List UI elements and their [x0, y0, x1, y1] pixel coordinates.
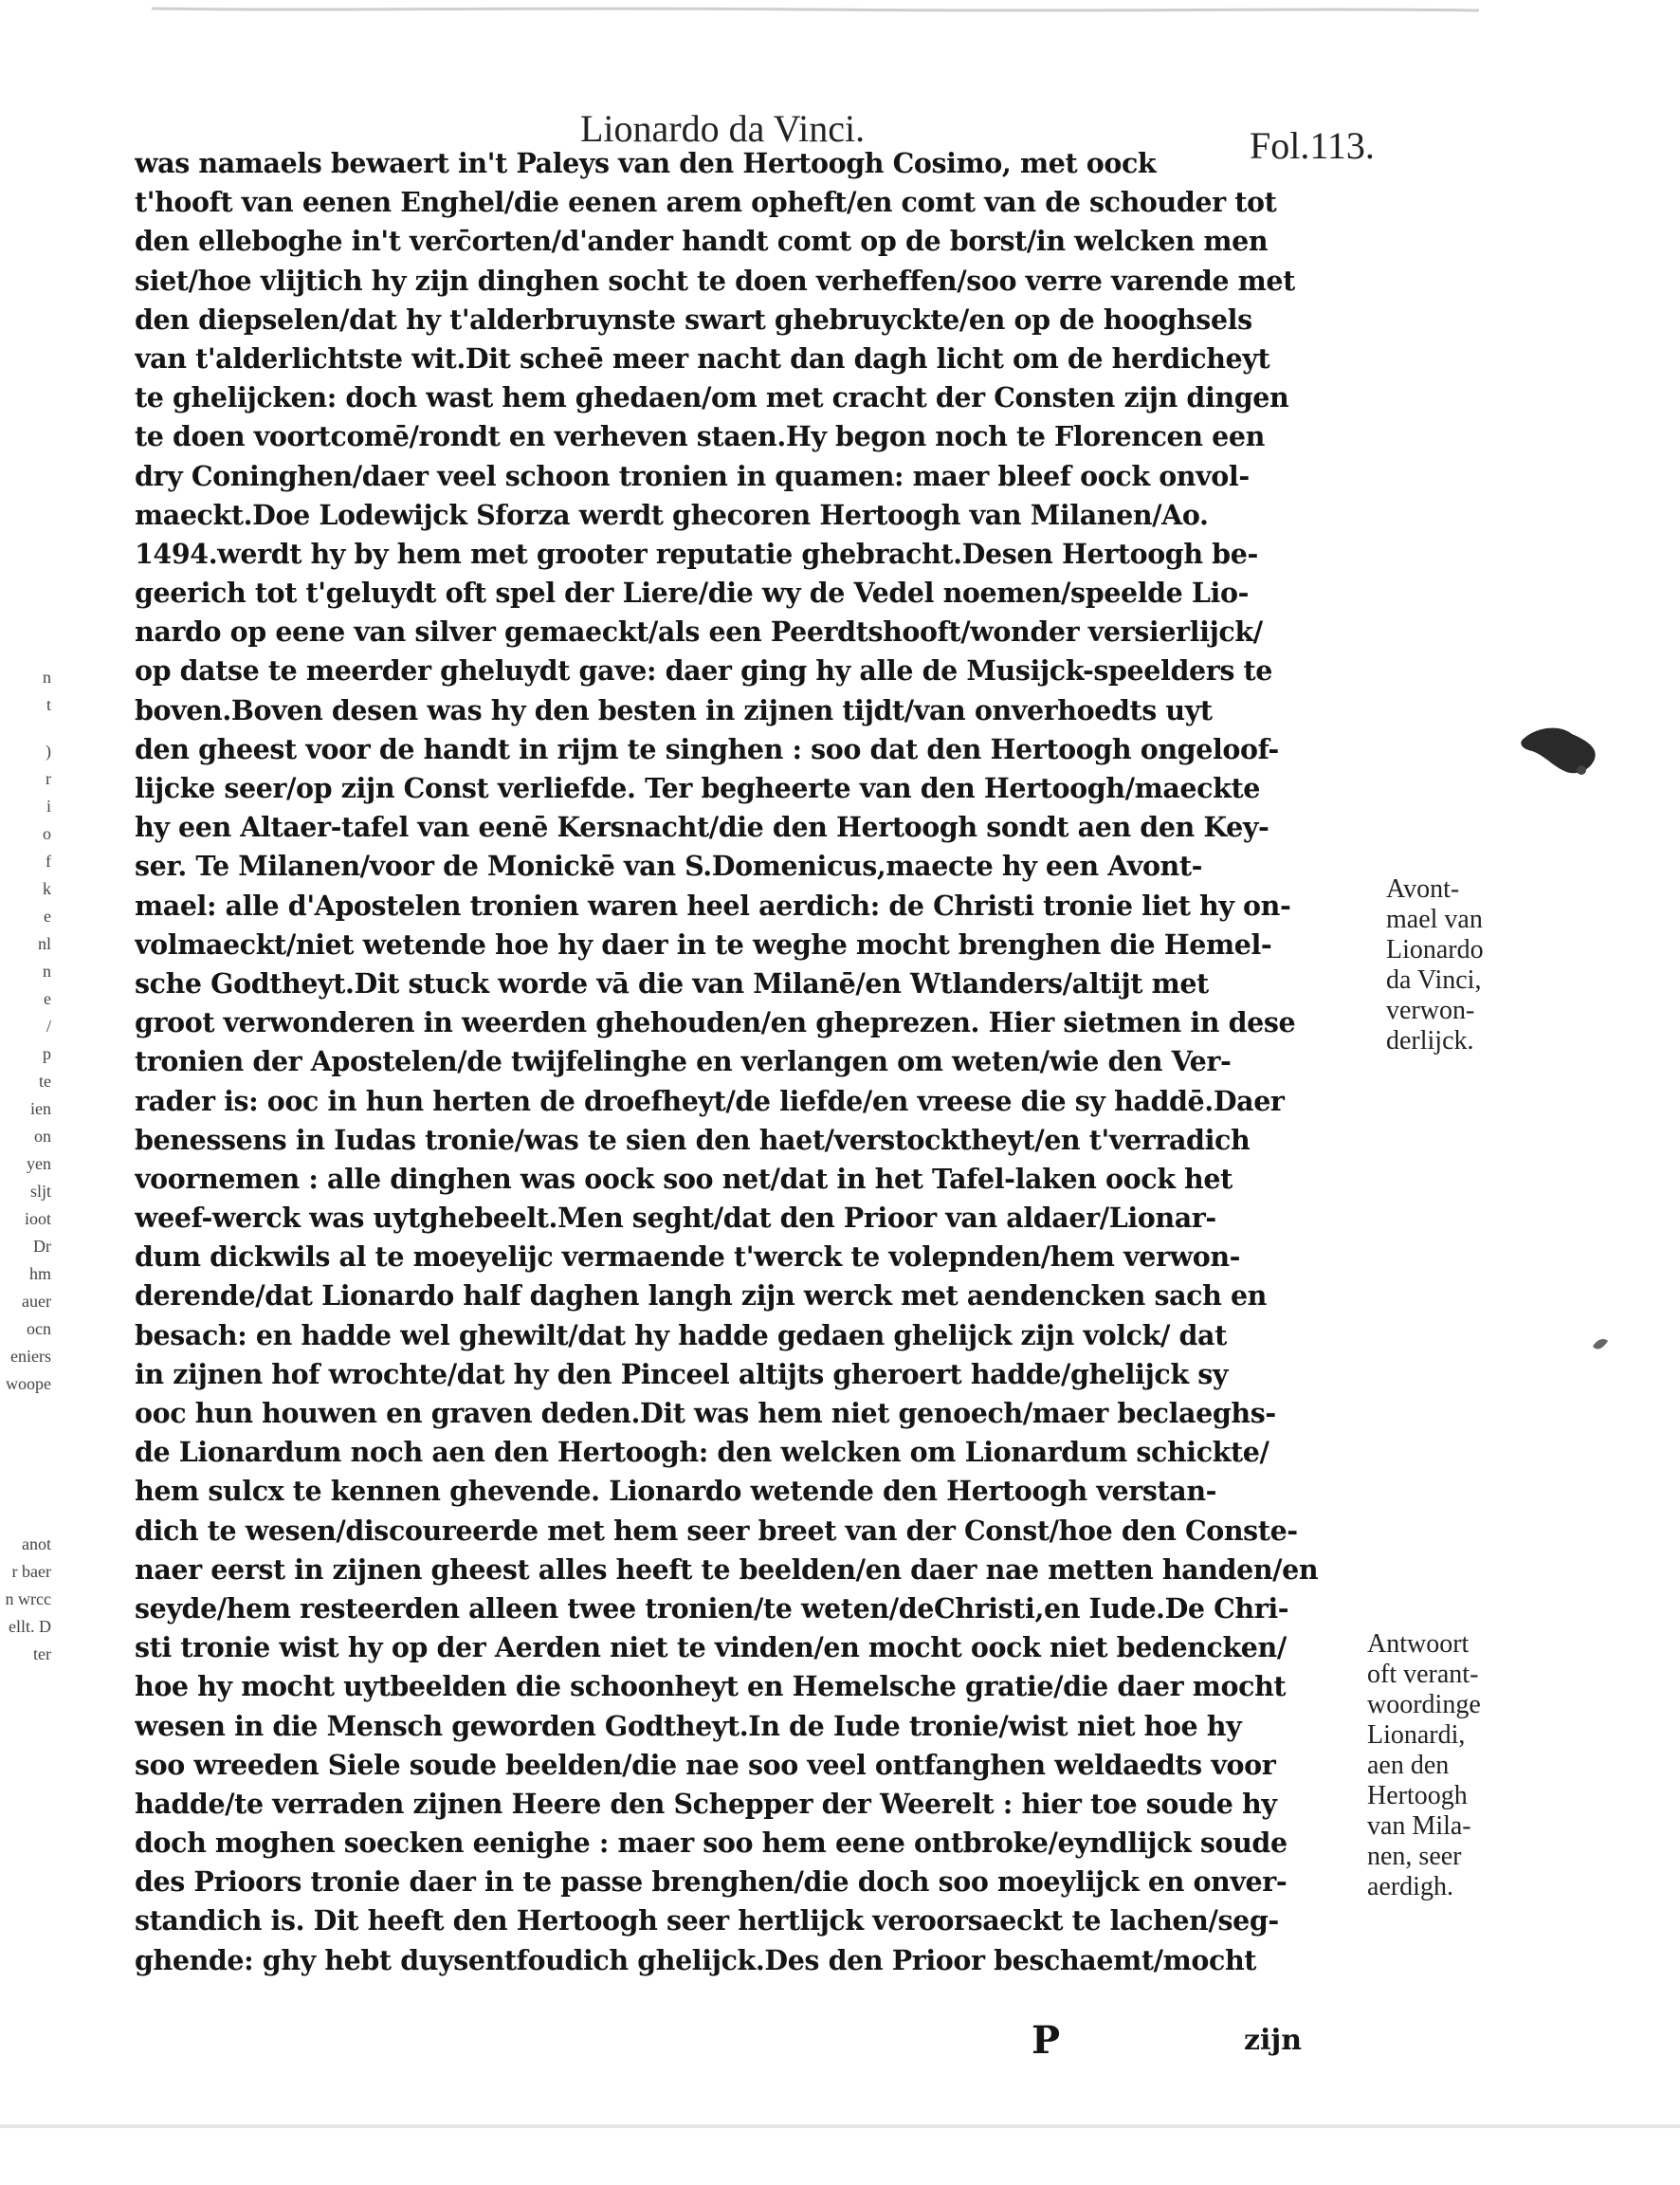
fragment-line: ter: [33, 1644, 51, 1663]
page-bottom-edge: [0, 2124, 1680, 2128]
fragment-line: woope: [6, 1374, 51, 1393]
text-line: den diepselen/dat hy t'alderbruynste swart ghebruyckte/en op de hooghsels: [135, 303, 1252, 336]
text-line: weef-werck was uytghebeelt.Men seght/dat den Prioor van aldaer/Lionar-: [135, 1202, 1216, 1235]
text-line: dich te wesen/discoureerde met hem seer breet van der Const/hoe den Conste-: [135, 1514, 1298, 1547]
text-line: te ghelijcken: doch wast hem ghedaen/om met cracht der Consten zijn dingen: [135, 381, 1289, 414]
fragment-line: r: [46, 769, 51, 788]
top-edge-ink: [152, 6, 1479, 15]
margin-note-line: aen den: [1367, 1751, 1450, 1780]
text-line: ser. Te Milanen/voor de Monickē van S.Domenicus,maecte hy een Avont-: [135, 850, 1203, 883]
fragment-line: eniers: [10, 1347, 51, 1366]
text-line: hy een Altaer-tafel van eenē Kersnacht/die den Hertoogh sondt aen den Key-: [135, 811, 1269, 844]
fragment-line: ocn: [27, 1319, 51, 1338]
text-line: de Lionardum noch aen den Hertoogh: den welcken om Lionardum schickte/: [135, 1436, 1269, 1469]
text-line: rader is: ooc in hun herten de droefheyt/de liefde/en vreese die sy haddē.Daer: [135, 1084, 1285, 1117]
margin-note-line: Avont-: [1386, 874, 1460, 904]
text-line: ooc hun houwen en graven deden.Dit was hem niet genoech/maer beclaeghs-: [135, 1397, 1276, 1429]
text-line: geerich tot t'geluydt oft spel der Liere/die wy de Vedel noemen/speelde Lio-: [135, 577, 1250, 610]
fragment-line: n: [43, 668, 51, 687]
fragment-line: te: [39, 1072, 51, 1091]
text-line: op datse te meerder gheluydt gave: daer ging hy alle de Musijck-speelders te: [135, 654, 1272, 688]
margin-note-avontmael: [1386, 874, 1484, 1056]
text-line: doch moghen soecken eenighe : maer soo hem eene ontbroke/eyndlijck soude: [135, 1827, 1287, 1860]
text-line: mael: alle d'Apostelen tronien waren heel aerdich: de Christi tronie liet hy on-: [135, 889, 1291, 922]
text-line: standich is. Dit heeft den Hertoogh seer hertlijck veroorsaeckt te lachen/seg-: [135, 1904, 1279, 1937]
fragment-line: n: [43, 962, 51, 981]
fragment-line: i: [46, 797, 51, 816]
fragment-line: o: [43, 824, 51, 843]
fragment-line: nl: [37, 934, 51, 953]
fragment-line: ): [46, 742, 51, 761]
fragment-line: anot: [22, 1534, 51, 1553]
catchword: zijn: [1244, 2024, 1303, 2057]
fragment-line: [0, 1455, 61, 1474]
text-line: hadde/te verraden zijnen Heere den Schepper der Weerelt : hier toe soude hy: [135, 1787, 1277, 1820]
fragment-line: /: [46, 1017, 51, 1036]
ink-blot: [1515, 721, 1600, 781]
margin-note-line: woordinge: [1367, 1690, 1481, 1719]
text-line: ghende: ghy hebt duysentfoudich ghelijck.Des den Prioor beschaemt/mocht: [135, 1943, 1257, 1976]
text-line: groot verwonderen in weerden ghehouden/en gheprezen. Hier sietmen in dese: [135, 1006, 1296, 1039]
margin-note-line: mael van: [1386, 905, 1483, 934]
text-line: hoe hy mocht uytbeelden die schoonheyt en Hemelsche gratie/die daer mocht: [135, 1670, 1287, 1703]
margin-note-line: derlijck.: [1386, 1026, 1474, 1056]
fragment-line: r baer: [11, 1562, 51, 1581]
text-line: dry Coninghen/daer veel schoon tronien in quamen: maer bleef oock onvol-: [135, 459, 1250, 492]
text-line: naer eerst in zijnen gheest alles heeft te beelden/en daer nae metten handen/en: [135, 1552, 1319, 1586]
fragment-line: [0, 1398, 61, 1417]
fragment-line: f: [46, 852, 51, 871]
fragment-line: [0, 1436, 61, 1455]
signature-mark: P: [1032, 2018, 1061, 2063]
text-line: tronien der Apostelen/de twijfelinghe en verlangen om weten/wie den Ver-: [135, 1045, 1232, 1078]
text-line: sche Godtheyt.Dit stuck worde vā die van Milanē/en Wtlanders/altijt met: [135, 966, 1209, 1000]
text-line: van t'alderlichtste wit.Dit scheē meer nacht dan dagh licht om de herdicheyt: [135, 341, 1270, 375]
margin-note-line: nen, seer: [1367, 1842, 1462, 1871]
margin-note-line: van Mila-: [1367, 1811, 1471, 1841]
body-text: [135, 144, 1367, 1980]
fragment-line: ien: [30, 1099, 51, 1118]
facing-page-fragments: [0, 664, 61, 2086]
text-line: lijcke seer/op zijn Const verliefde. Ter begheerte van den Hertoogh/maeckte: [135, 772, 1260, 804]
fragment-line: e: [44, 989, 51, 1008]
margin-note-line: oft verant-: [1367, 1660, 1479, 1689]
fragment-line: [0, 1493, 61, 1512]
fragment-line: [0, 719, 61, 738]
text-line: soo wreeden Siele soude beelden/die nae soo veel ontfanghen weldaedts voor: [135, 1748, 1276, 1781]
text-line: dum dickwils al te moeyelijc vermaende t'werck te volepnden/hem verwon-: [135, 1240, 1241, 1274]
text-line: 1494.werdt hy by hem met grooter reputatie ghebracht.Desen Hertoogh be-: [135, 537, 1258, 570]
fragment-line: e: [44, 907, 51, 926]
text-line: nardo op eene van silver gemaeckt/als een Peerdtshooft/wonder versierlijck/: [135, 615, 1263, 649]
margin-note-line: Antwoort: [1367, 1629, 1470, 1659]
text-line: besach: en hadde wel ghewilt/dat hy hadde gedaen ghelijck zijn volck/ dat: [135, 1318, 1227, 1351]
fragment-line: hm: [28, 1264, 51, 1283]
text-line: boven.Boven desen was hy den besten in zijnen tijdt/van onverhoedts uyt: [135, 693, 1213, 726]
fragment-line: on: [34, 1127, 51, 1146]
text-line: derende/dat Lionardo half daghen langh zijn werck met aendencken sach en: [135, 1279, 1268, 1313]
text-line: was namaels bewaert in't Paleys van den Hertoogh Cosimo, met oock: [135, 147, 1157, 179]
ink-speck: [1589, 1333, 1612, 1356]
folio-number: Fol.113.: [1250, 124, 1375, 167]
fragment-line: auer: [22, 1292, 51, 1311]
text-line: siet/hoe vlijtich hy zijn dinghen socht te doen verheffen/soo verre varende met: [135, 264, 1295, 297]
text-line: te doen voortcomē/rondt en verheven staen.Hy begon noch te Florencen een: [135, 420, 1265, 453]
margin-note-line: Lionardi,: [1367, 1720, 1466, 1750]
fragment-line: k: [43, 879, 51, 898]
fragment-line: yen: [27, 1154, 51, 1173]
text-line: t'hooft van eenen Enghel/die eenen arem opheft/en comt van de schouder tot: [135, 186, 1277, 219]
text-line: voornemen : alle dinghen was oock soo net/dat in het Tafel-laken oock het: [135, 1162, 1233, 1195]
text-line: hem sulcx te kennen ghevende. Lionardo wetende den Hertoogh verstan-: [135, 1475, 1217, 1508]
text-line: seyde/hem resteerden alleen twee tronien/te weten/deChristi,en Iude.De Chri-: [135, 1591, 1289, 1625]
margin-note-line: Lionardo: [1386, 935, 1484, 964]
text-line: des Prioors tronie daer in te passe brenghen/die doch soo moeylijck en onver-: [135, 1865, 1287, 1899]
margin-note-line: verwon-: [1386, 996, 1475, 1025]
text-line: in zijnen hof wrochte/dat hy den Pinceel altijts gheroert hadde/ghelijck sy: [135, 1357, 1229, 1390]
fragment-line: p: [43, 1044, 51, 1063]
text-line: maeckt.Doe Lodewijck Sforza werdt ghecoren Hertoogh van Milanen/Ao.: [135, 498, 1209, 531]
running-title: Lionardo da Vinci.: [580, 107, 866, 150]
fragment-line: ellt. D: [9, 1617, 51, 1636]
margin-note-line: aerdigh.: [1367, 1872, 1453, 1901]
text-line: volmaeckt/niet wetende hoe hy daer in te weghe mocht brenghen die Hemel-: [135, 927, 1272, 961]
fragment-line: [0, 1417, 61, 1436]
fragment-line: ioot: [24, 1209, 51, 1228]
fragment-line: Dr: [33, 1237, 51, 1256]
text-line: den gheest voor de handt in rijm te singhen : soo dat den Hertoogh ongeloof-: [135, 732, 1279, 765]
margin-note-line: da Vinci,: [1386, 965, 1482, 995]
text-line: sti tronie wist hy op der Aerden niet te vinden/en mocht oock niet bedencken/: [135, 1631, 1287, 1664]
fragment-line: [0, 1474, 61, 1493]
fragment-line: t: [46, 695, 51, 714]
margin-note-antwoort: [1367, 1629, 1481, 1902]
text-line: benessens in Iudas tronie/was te sien den haet/verstocktheyt/en t'verradich: [135, 1123, 1251, 1156]
fragment-line: [0, 1512, 61, 1531]
fragment-line: sljt: [29, 1182, 51, 1201]
text-line: wesen in die Mensch geworden Godtheyt.In de Iude tronie/wist niet hoe hy: [135, 1709, 1242, 1742]
margin-note-line: Hertoogh: [1367, 1781, 1468, 1810]
fragment-line: n wrcc: [5, 1589, 51, 1608]
text-line: den elleboghe in't verc̄orten/d'ander handt comt op de borst/in welcken men: [135, 225, 1269, 258]
